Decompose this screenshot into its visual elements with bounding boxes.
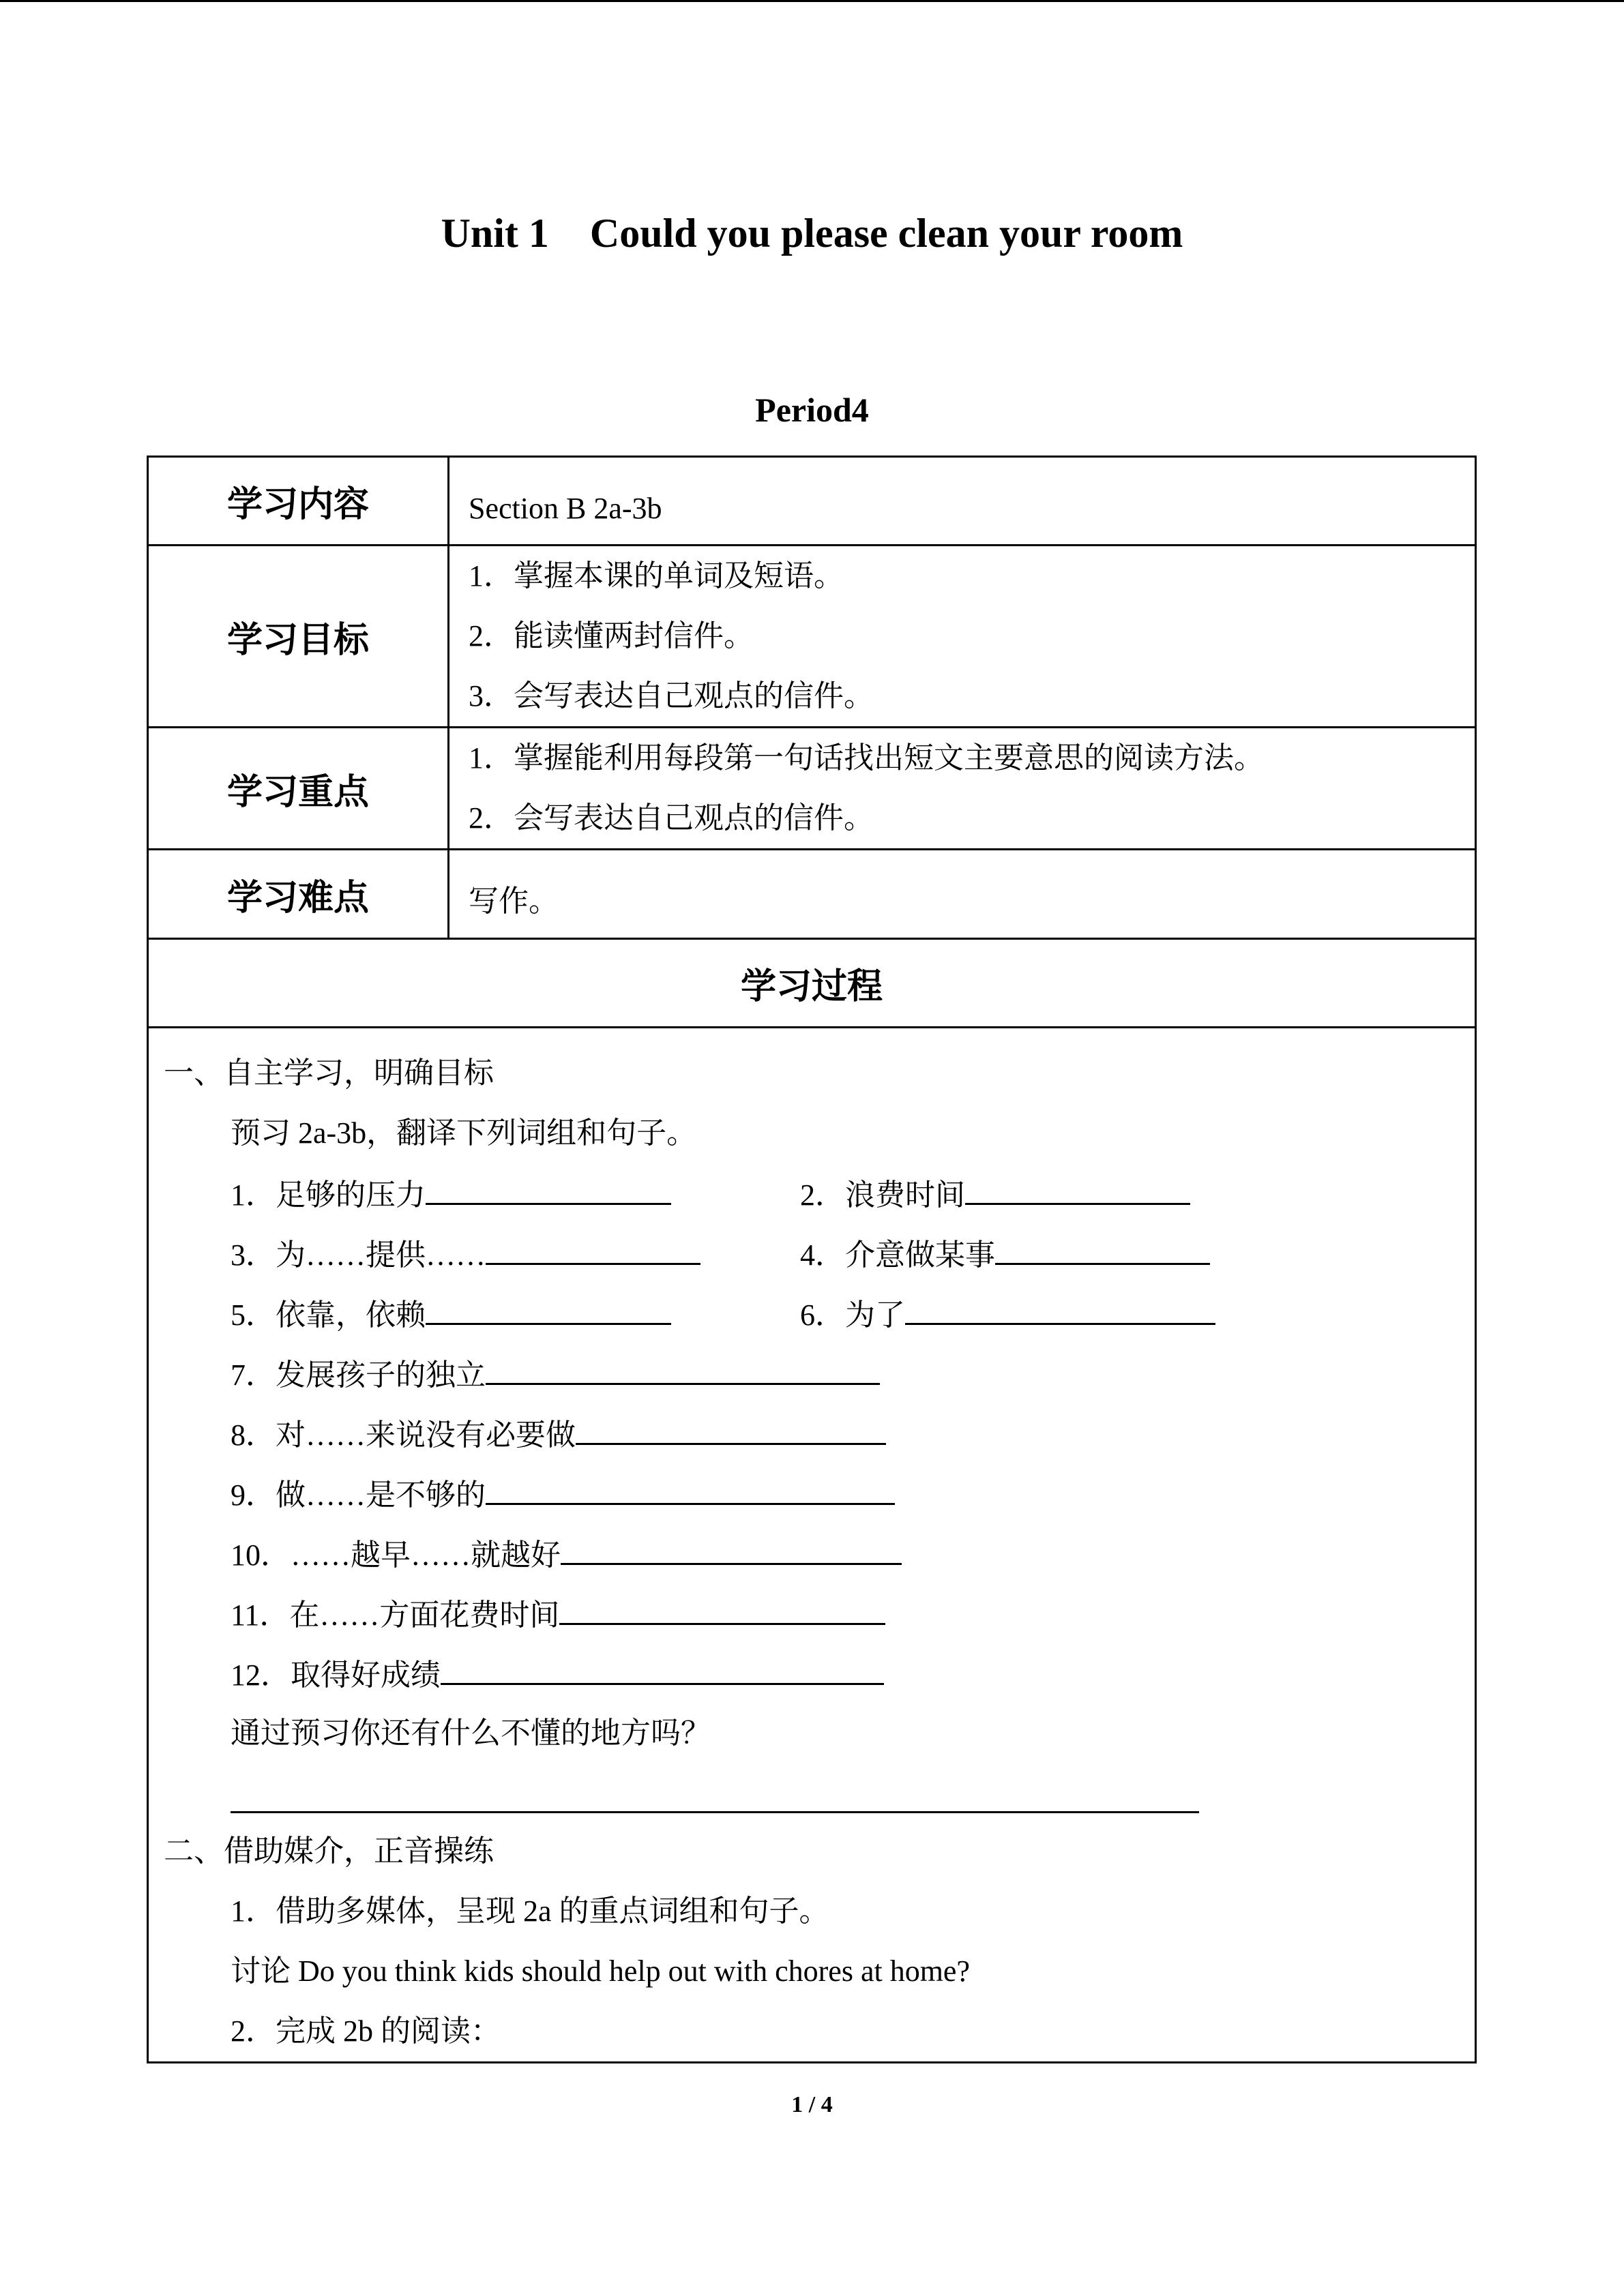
section-2-title: 二、借助媒介，正音操练: [164, 1834, 494, 1868]
exercise-item-9: 9．做……是不够的: [231, 1478, 486, 1512]
key-point-item: 1．掌握能利用每段第一句话找出短文主要意思的阅读方法。: [469, 741, 1264, 775]
value-key-points: [449, 728, 1476, 850]
exercise-item-2-text: 2．浪费时间: [800, 1178, 965, 1212]
exercise-item-4-text: 4．介意做某事: [800, 1238, 995, 1272]
row-process-header: [148, 939, 1476, 1028]
goal-item: 2．能读懂两封信件。: [469, 619, 754, 653]
exercise-row: [149, 1463, 1475, 1523]
row-goals: [148, 546, 1476, 728]
answer-blank[interactable]: [426, 1163, 671, 1205]
answer-blank[interactable]: [905, 1283, 1215, 1325]
exercise-item-10: 10．……越早……就越好: [231, 1538, 561, 1572]
learning-plan-table: [147, 456, 1477, 2063]
exercise-item-8: 8．对……来说没有必要做: [231, 1418, 576, 1452]
answer-blank[interactable]: [441, 1643, 884, 1685]
question-answer-blank[interactable]: [231, 1763, 1199, 1813]
exercise-item-2: [800, 1163, 1190, 1225]
answer-blank[interactable]: [995, 1223, 1210, 1265]
process-header: 学习过程: [148, 939, 1476, 1028]
value-difficulty: [449, 850, 1476, 939]
goal-item: 1．掌握本课的单词及短语。: [469, 559, 844, 593]
difficulty-text: 写作。: [469, 884, 559, 918]
answer-blank[interactable]: [965, 1163, 1190, 1205]
answer-blank[interactable]: [559, 1583, 885, 1625]
period-heading: Period4: [755, 391, 869, 429]
exercise-row: [149, 1223, 1475, 1283]
exercise-item-5: 5．依靠，依赖: [231, 1298, 426, 1332]
label-goals: 学习目标: [148, 546, 449, 728]
goal-item: 3．会写表达自己观点的信件。: [469, 679, 874, 713]
label-content: 学习内容: [148, 457, 449, 546]
preview-question: 通过预习你还有什么不懂的地方吗？: [231, 1716, 711, 1750]
row-difficulty: [148, 850, 1476, 939]
exercise-row: [149, 1643, 1475, 1703]
value-goals: [449, 546, 1476, 728]
label-key-points: 学习重点: [148, 728, 449, 850]
exercise-item-6: [800, 1283, 1215, 1345]
exercise-row: [149, 1163, 1475, 1223]
exercise-item-7: 7．发展孩子的独立: [231, 1358, 486, 1392]
value-content: [449, 457, 1476, 546]
answer-blank[interactable]: [561, 1523, 902, 1565]
key-point-item: 2．会写表达自己观点的信件。: [469, 801, 874, 835]
exercise-row: [149, 1583, 1475, 1643]
discussion-prompt: 讨论 Do you think kids should help out with chores at home?: [231, 1954, 970, 1988]
answer-blank[interactable]: [426, 1283, 671, 1325]
answer-blank[interactable]: [486, 1223, 700, 1265]
exercise-row: [149, 1523, 1475, 1583]
exercise-item-11: 11．在……方面花费时间: [231, 1598, 560, 1632]
step-2: 2．完成 2b 的阅读：: [231, 2014, 501, 2048]
top-border-line: [0, 0, 1624, 2]
answer-blank[interactable]: [576, 1403, 886, 1445]
row-content: [148, 457, 1476, 546]
exercise-row: [149, 1403, 1475, 1463]
answer-blank[interactable]: [486, 1463, 895, 1505]
exercise-item-12: 12．取得好成绩: [231, 1658, 441, 1692]
exercise-item-4: [800, 1223, 1210, 1285]
label-difficulty: 学习难点: [148, 850, 449, 939]
preview-instruction: 预习 2a-3b，翻译下列词组和句子。: [231, 1116, 697, 1150]
answer-blank[interactable]: [486, 1343, 880, 1385]
exercise-row: [149, 1283, 1475, 1343]
row-key-points: [148, 728, 1476, 850]
step-1: 1．借助多媒体，呈现 2a 的重点词组和句子。: [231, 1894, 829, 1928]
page-number: 1 / 4: [791, 2092, 833, 2117]
content-value-text: Section B 2a-3b: [469, 492, 662, 525]
section-1-title: 一、自主学习，明确目标: [164, 1056, 494, 1090]
exercise-item-3: 3．为……提供……: [231, 1238, 486, 1272]
exercise-item-6-text: 6．为了: [800, 1298, 905, 1332]
exercise-item-1: 1．足够的压力: [231, 1178, 426, 1212]
row-process-body: [148, 1028, 1476, 2063]
page-title: Unit 1 Could you please clean your room: [441, 211, 1183, 256]
process-body: [148, 1028, 1476, 2063]
exercise-row: [149, 1343, 1475, 1403]
